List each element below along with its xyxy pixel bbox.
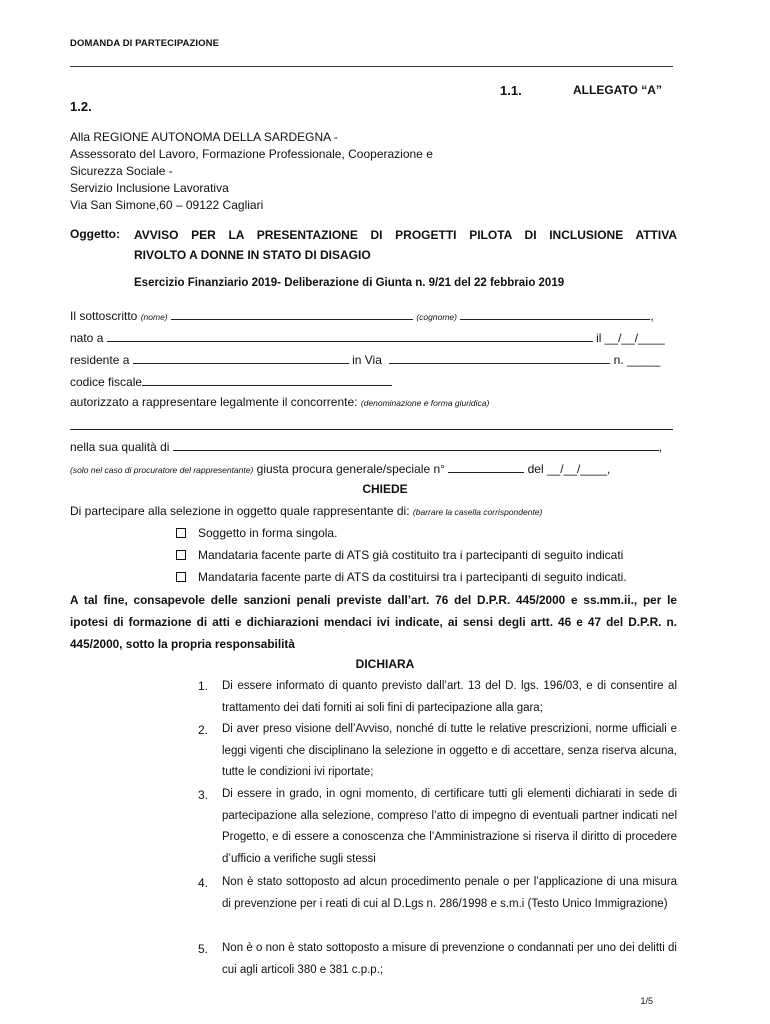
oggetto-line-1: AVVISO PER LA PRESENTAZIONE DI PROGETTI PILOTA DI INCLUSIONE ATTIVA xyxy=(134,228,677,242)
codice-fiscale-label: codice fiscale xyxy=(70,375,143,389)
list-item: Non è o non è stato sottoposto a misure di prevenzione o condannati per uno dei delitti di cui agli articoli 380 e 381 c.p.p.; xyxy=(222,942,677,976)
allegato-label: ALLEGATO “A” xyxy=(573,83,662,97)
address-line: Via San Simone,60 – 09122 Cagliari xyxy=(70,198,264,212)
sottoscritto-label: Il sottoscritto xyxy=(70,309,138,323)
address-line: Alla REGIONE AUTONOMA DELLA SARDEGNA - xyxy=(70,130,338,144)
nato-row xyxy=(70,329,665,345)
procura-row xyxy=(70,460,610,476)
list-number: 3. xyxy=(197,788,208,802)
address-line: Servizio Inclusione Lavorativa xyxy=(70,181,229,195)
oggetto-label: Oggetto: xyxy=(70,227,120,241)
esercizio-finanziario: Esercizio Finanziario 2019- Deliberazione di Giunta n. 9/21 del 22 febbraio 2019 xyxy=(134,277,565,289)
nato-label: nato a xyxy=(70,331,104,345)
via-field[interactable] xyxy=(389,351,610,364)
qualita-field[interactable] xyxy=(173,438,659,451)
option-checkbox[interactable] xyxy=(176,550,186,560)
autorizzato-row xyxy=(70,395,489,409)
nome-field[interactable] xyxy=(171,307,413,320)
oggetto-line-2: RIVOLTO A DONNE IN STATO DI DISAGIO xyxy=(134,248,371,262)
denominazione-hint: (denominazione e forma giuridica) xyxy=(360,398,490,408)
residente-label: residente a xyxy=(70,353,130,367)
cognome-field[interactable] xyxy=(460,307,650,320)
procura-numero-field[interactable] xyxy=(448,460,524,473)
address-line: Sicurezza Sociale - xyxy=(70,164,173,178)
section-number-1-2: 1.2. xyxy=(70,99,92,114)
option-checkbox[interactable] xyxy=(176,528,186,538)
option-label: Soggetto in forma singola. xyxy=(198,526,338,540)
luogo-nascita-field[interactable] xyxy=(107,329,593,342)
dichiara-heading: DICHIARA xyxy=(355,657,415,671)
chiede-intro: Di partecipare alla selezione in oggetto quale rappresentante di: (barrare la casella corrispondente) xyxy=(70,504,543,518)
address-line: Assessorato del Lavoro, Formazione Professionale, Cooperazione e xyxy=(70,147,433,161)
list-number: 1. xyxy=(197,679,208,693)
list-item: Di aver preso visione dell’Avviso, nonché di tutte le relative prescrizioni, norme ufficiali e leggi vigenti che disciplinano la selezione in oggetto e di accettare, senza riserva alcuna, tutte le condizioni ivi riportate; xyxy=(222,723,677,779)
chiede-heading: CHIEDE xyxy=(362,482,408,496)
codice-fiscale-field[interactable] xyxy=(142,373,392,386)
procura-label: giusta procura generale/speciale n° xyxy=(256,462,445,476)
list-item: Di essere in grado, in ogni momento, di certificare tutti gli elementi dichiarati in sede di partecipazione alla selezione, compreso l’atto di impegno di eventuali partner indicati nel Progetto, e di essere a conoscenza che l’Amministrazione si riserva il diritto di procedere d’ufficio a verifiche sugli stessi xyxy=(222,788,677,865)
option-label: Mandataria facente parte di ATS da costituirsi tra i partecipanti di seguito indicati. xyxy=(198,570,627,584)
qualita-label: nella sua qualità di xyxy=(70,440,170,454)
residenza-field[interactable] xyxy=(133,351,349,364)
list-item: Di essere informato di quanto previsto dall’art. 13 del D. lgs. 196/03, e di consentire al trattamento dei dati forniti ai soli fini di partecipazione alla gara; xyxy=(222,680,677,714)
denominazione-field[interactable] xyxy=(70,429,673,430)
consapevole-paragraph: A tal fine, consapevole delle sanzioni penali previste dall’art. 76 del D.P.R. 445/2000 e ss.mm.ii., per le ipotesi di formazione di atti e dichiarazioni mendaci ivi indicate, ai sensi degli artt. 46 e 47 del D.P.R. n. 445/2000, sotto la propria responsabilità xyxy=(70,593,677,651)
list-number: 5. xyxy=(197,942,208,956)
autorizzato-label: autorizzato a rappresentare legalmente il concorrente: xyxy=(70,395,358,409)
option-checkbox[interactable] xyxy=(176,572,186,582)
header-rule xyxy=(70,66,673,67)
cognome-hint: (cognome) xyxy=(416,312,457,322)
document-header: DOMANDA DI PARTECIPAZIONE xyxy=(70,38,220,49)
data-nascita-field[interactable]: il __/__/____ xyxy=(596,331,665,345)
option-row xyxy=(176,548,623,562)
list-number: 4. xyxy=(197,876,208,890)
codice-fiscale-row xyxy=(70,373,392,389)
option-row xyxy=(176,526,337,540)
nome-hint: (nome) xyxy=(140,312,168,322)
option-row xyxy=(176,570,627,584)
list-item: Non è stato sottoposto ad alcun procedimento penale o per l’applicazione di una misura di prevenzione per i reati di cui al D.Lgs n. 286/1998 e s.m.i (Testo Unico Immigrazione) xyxy=(222,876,677,910)
qualita-row: nella sua qualità di , xyxy=(70,440,663,454)
page-number: 1/5 xyxy=(640,996,653,1006)
chiede-hint: (barrare la casella corrispondente) xyxy=(412,507,543,517)
sottoscritto-row: Il sottoscritto (nome) (cognome) , xyxy=(70,309,654,323)
residenza-row xyxy=(70,351,660,367)
section-number-1-1: 1.1. xyxy=(500,83,522,98)
list-number: 2. xyxy=(197,723,208,737)
civico-field[interactable]: n. _____ xyxy=(613,353,661,367)
procura-data-field[interactable]: del __/__/____, xyxy=(527,462,611,476)
via-label: in Via xyxy=(352,353,382,367)
option-label: Mandataria facente parte di ATS già costituito tra i partecipanti di seguito indicati xyxy=(198,548,624,562)
procuratore-hint: (solo nel caso di procuratore del rappresentante) xyxy=(70,465,254,475)
